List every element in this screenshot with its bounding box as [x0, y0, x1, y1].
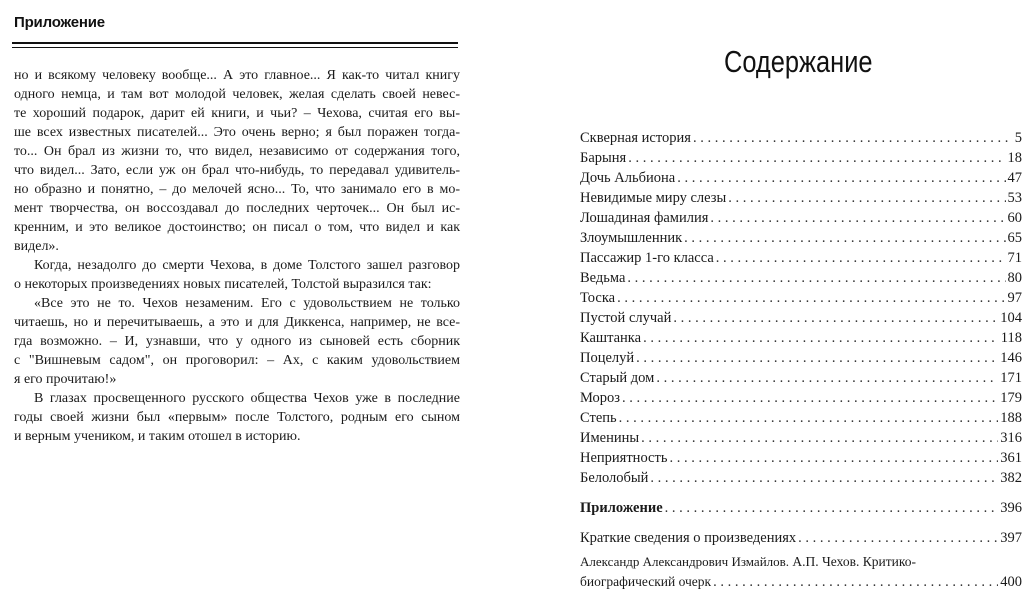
toc-leader-dots	[710, 208, 1005, 228]
toc-entry-title: Поцелуй	[580, 350, 635, 366]
text-line: В глазах просвещенного русского общества Чехов уже в последние	[34, 391, 460, 406]
toc-entry-page: 146	[1000, 350, 1022, 366]
right-page	[560, 0, 1032, 604]
toc-entry-page: 382	[1000, 470, 1022, 486]
toc-entry-page: 47	[1007, 170, 1022, 186]
toc-entry[interactable]	[580, 308, 1022, 328]
toc-leader-dots	[636, 348, 998, 368]
header-rule-thin	[12, 47, 458, 48]
text-line: видел».	[14, 239, 59, 254]
toc-entry-title: Пассажир 1-го класса	[580, 250, 714, 266]
toc-leader-dots	[641, 428, 998, 448]
toc-entry-title: Ведьма	[580, 270, 626, 286]
toc-gap	[580, 488, 1022, 498]
toc-entry-page: 80	[1007, 270, 1022, 286]
toc-entry[interactable]	[580, 388, 1022, 408]
toc-entry[interactable]	[580, 188, 1022, 208]
toc-entry-title: Именины	[580, 430, 640, 446]
toc-leader-dots	[669, 448, 998, 468]
toc-leader-dots	[684, 228, 1005, 248]
toc-leader-dots	[665, 498, 999, 518]
text-line: и верным учеником, и таким отошел в историю.	[14, 429, 301, 444]
toc-essay-title-line1: А.П. Чехов. Критико-	[792, 554, 916, 569]
toc-title: Содержание	[724, 44, 873, 79]
toc-entry-page: 361	[1000, 450, 1022, 466]
toc-entry-title: Дочь Альбиона	[580, 170, 676, 186]
toc-leader-dots	[673, 308, 998, 328]
text-line: но и всякому человеку вообще... А это главное... Я как-то читал книгу	[14, 68, 460, 83]
toc-leader-dots	[656, 368, 998, 388]
toc-entry-title: Лошадиная фамилия	[580, 210, 709, 226]
toc-entry-page: 397	[1000, 530, 1022, 546]
toc-entry-page: 171	[1000, 370, 1022, 386]
toc-entry-title: Приложение	[580, 500, 663, 516]
toc-entry[interactable]	[580, 448, 1022, 468]
toc-entry-summary[interactable]	[580, 528, 1022, 548]
table-of-contents	[580, 128, 1022, 592]
text-line: ше всех известных писателей... Это очень верно; я был поражен тогда-	[14, 125, 460, 140]
toc-entry-page: 71	[1007, 250, 1022, 266]
toc-entry[interactable]	[580, 228, 1022, 248]
toc-entry-page: 97	[1007, 290, 1022, 306]
toc-entry-title: Барыня	[580, 150, 627, 166]
text-line: «Все это не то. Чехов незаменим. Его с удовольствием не только	[34, 296, 460, 311]
toc-entry-title: Каштанка	[580, 330, 642, 346]
toc-entry-title: Пустой случай	[580, 310, 672, 326]
toc-leader-dots	[650, 468, 998, 488]
toc-entry-page: 104	[1000, 310, 1022, 326]
toc-entry[interactable]	[580, 348, 1022, 368]
text-line: то... Он брал из жизни то, что видел, независимо от содержания того,	[14, 144, 460, 159]
text-line: но образно и понятно, – до мелочей ясно... То, что занимало его в мо-	[14, 182, 460, 197]
text-line: те хороший подарок, дарит ей книги, и чьи? – Чехова, считая его вы-	[14, 106, 460, 121]
toc-essay-second-line	[580, 572, 1022, 592]
toc-entry[interactable]	[580, 128, 1022, 148]
toc-leader-dots	[643, 328, 999, 348]
toc-entry-page: 5	[1014, 130, 1022, 146]
toc-entry[interactable]	[580, 248, 1022, 268]
text-line: гда возможно. – И, узнавши, что у одного из сыновей есть сборник	[14, 334, 460, 349]
toc-entry[interactable]	[580, 328, 1022, 348]
toc-essay-author: Александр Александрович Измайлов.	[580, 554, 790, 569]
toc-gap	[580, 518, 1022, 528]
toc-entry-page: 400	[1000, 574, 1022, 590]
toc-entry[interactable]	[580, 468, 1022, 488]
toc-entry-title: Белолобый	[580, 470, 649, 486]
toc-leader-dots	[677, 168, 1005, 188]
toc-leader-dots	[627, 268, 1005, 288]
toc-essay-first-line	[580, 552, 1022, 572]
toc-leader-dots	[728, 188, 1005, 208]
toc-entry-page: 179	[1000, 390, 1022, 406]
text-line: годы своей жизни был «первым» после Толстого, родным его сыном	[14, 410, 460, 425]
text-line: одного немца, и там вот молодой человек, желая сделать своей невес-	[14, 87, 460, 102]
toc-essay-title-line2: биографический очерк	[580, 574, 712, 589]
toc-leader-dots	[798, 528, 998, 548]
text-line: мент творчества, он воссоздавал до последних черточек... Он был ис-	[14, 201, 460, 216]
toc-entry-page: 60	[1007, 210, 1022, 226]
toc-entry[interactable]	[580, 408, 1022, 428]
toc-leader-dots	[617, 288, 1005, 308]
toc-entry[interactable]	[580, 148, 1022, 168]
toc-entry[interactable]	[580, 428, 1022, 448]
toc-entry-page: 18	[1007, 150, 1022, 166]
toc-entry-essay[interactable]	[580, 552, 1022, 592]
toc-entry-title: Невидимые миру слезы	[580, 190, 727, 206]
toc-entry-page: 65	[1007, 230, 1022, 246]
text-line: Когда, незадолго до смерти Чехова, в доме Толстого зашел разговор	[34, 258, 460, 273]
toc-entry-page: 396	[1000, 500, 1022, 516]
toc-entry[interactable]	[580, 208, 1022, 228]
text-line: я его прочитаю!»	[14, 372, 117, 387]
toc-leader-dots	[716, 248, 1006, 268]
toc-entry[interactable]	[580, 168, 1022, 188]
toc-entry-title: Мороз	[580, 390, 621, 406]
toc-entry-title: Тоска	[580, 290, 616, 306]
toc-entry-page: 316	[1000, 430, 1022, 446]
toc-leader-dots	[622, 388, 998, 408]
toc-entry-title: Степь	[580, 410, 617, 426]
toc-entry[interactable]	[580, 268, 1022, 288]
toc-entry-page: 53	[1007, 190, 1022, 206]
running-head: Приложение	[14, 14, 105, 31]
header-rule-thick	[12, 42, 458, 44]
text-line: что видел... Зато, если уж он брал что-нибудь, то передавал удивитель-	[14, 163, 460, 178]
toc-entry[interactable]	[580, 288, 1022, 308]
toc-entry-title: Старый дом	[580, 370, 655, 386]
text-line: с "Вишневым садом", он проговорил: – Ах, с каким удовольствием	[14, 353, 460, 368]
toc-entry[interactable]	[580, 368, 1022, 388]
toc-entry-title: Неприятность	[580, 450, 668, 466]
toc-entry-title: Краткие сведения о произведениях	[580, 530, 797, 546]
text-line: читаешь, но и перечитываешь, а это и для Диккенса, например, не все-	[14, 315, 460, 330]
toc-entry-page: 188	[1000, 410, 1022, 426]
left-page	[0, 0, 480, 604]
toc-leader-dots	[693, 128, 1013, 148]
toc-entry-title: Злоумышленник	[580, 230, 683, 246]
toc-entry-appendix[interactable]	[580, 498, 1022, 518]
toc-leader-dots	[628, 148, 1005, 168]
toc-entry-title: Скверная история	[580, 130, 691, 146]
text-line: кренним, и это великое достоинство; он писал о том, что видел и как	[14, 220, 460, 235]
body-text	[14, 66, 460, 446]
toc-leader-dots	[619, 408, 999, 428]
toc-leader-dots	[713, 572, 998, 592]
text-line: о некоторых произведениях новых писателей, Толстой выразился так:	[14, 277, 432, 292]
toc-entry-page: 118	[1000, 330, 1022, 346]
